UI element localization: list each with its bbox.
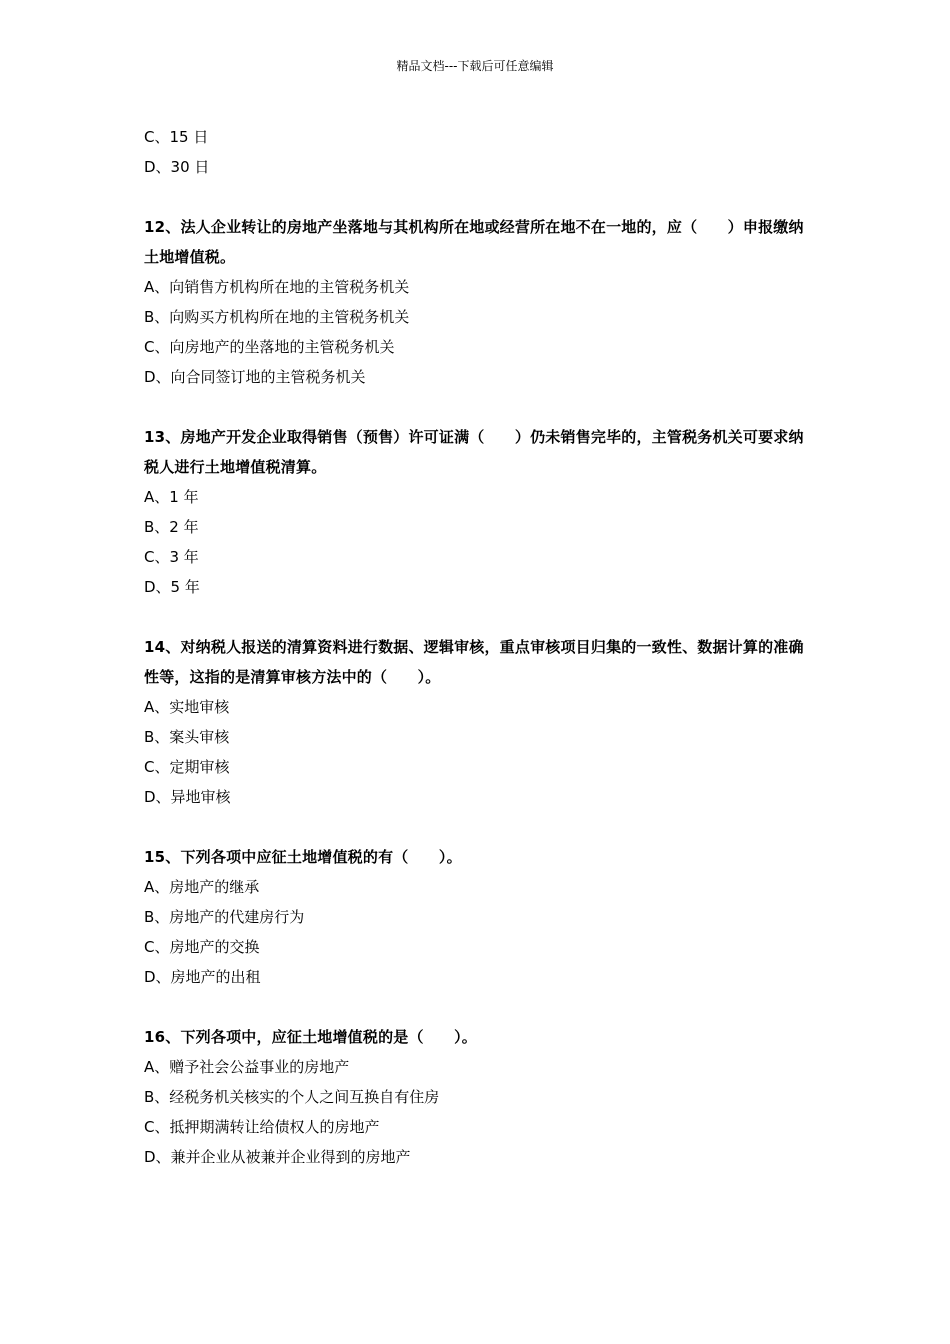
option-d: D、向合同签订地的主管税务机关 [144,368,366,386]
question-title: 12、法人企业转让的房地产坐落地与其机构所在地或经营所在地不在一地的，应（ ）申报缴纳土地增值税。 [144,218,804,266]
option-c: C、3 年 [144,548,199,566]
option-c: C、向房地产的坐落地的主管税务机关 [144,338,395,356]
option-c: C、房地产的交换 [144,938,260,956]
question-title: 13、房地产开发企业取得销售（预售）许可证满（ ）仍未销售完毕的，主管税务机关可要求纳税人进行土地增值税清算。 [144,428,804,476]
option-a: A、向销售方机构所在地的主管税务机关 [144,278,410,296]
option-a: A、1 年 [144,488,199,506]
option-d: D、30 日 [144,158,210,176]
option-b: B、案头审核 [144,728,230,746]
option-b: B、房地产的代建房行为 [144,908,305,926]
question-16 [144,1022,804,1172]
document-body [144,122,804,1172]
option-d: D、5 年 [144,578,200,596]
option-c: C、定期审核 [144,758,230,776]
option-c: C、抵押期满转让给债权人的房地产 [144,1118,380,1136]
option-c: C、15 日 [144,128,209,146]
option-a: A、实地审核 [144,698,230,716]
option-d: D、房地产的出租 [144,968,261,986]
question-15 [144,842,804,992]
question-13 [144,422,804,602]
question-title: 14、对纳税人报送的清算资料进行数据、逻辑审核，重点审核项目归集的一致性、数据计算的准确性等，这指的是清算审核方法中的（ ）。 [144,638,804,686]
option-b: B、经税务机关核实的个人之间互换自有住房 [144,1088,440,1106]
carryover-options [144,122,804,182]
option-b: B、向购买方机构所在地的主管税务机关 [144,308,410,326]
option-a: A、房地产的继承 [144,878,260,896]
question-12 [144,212,804,392]
page-header: 精品文档---下载后可任意编辑 [396,59,554,73]
question-14 [144,632,804,812]
option-b: B、2 年 [144,518,199,536]
option-d: D、兼并企业从被兼并企业得到的房地产 [144,1148,411,1166]
option-a: A、赠予社会公益事业的房地产 [144,1058,350,1076]
option-d: D、异地审核 [144,788,231,806]
question-title: 16、下列各项中，应征土地增值税的是（ ）。 [144,1028,477,1046]
question-title: 15、下列各项中应征土地增值税的有（ ）。 [144,848,462,866]
